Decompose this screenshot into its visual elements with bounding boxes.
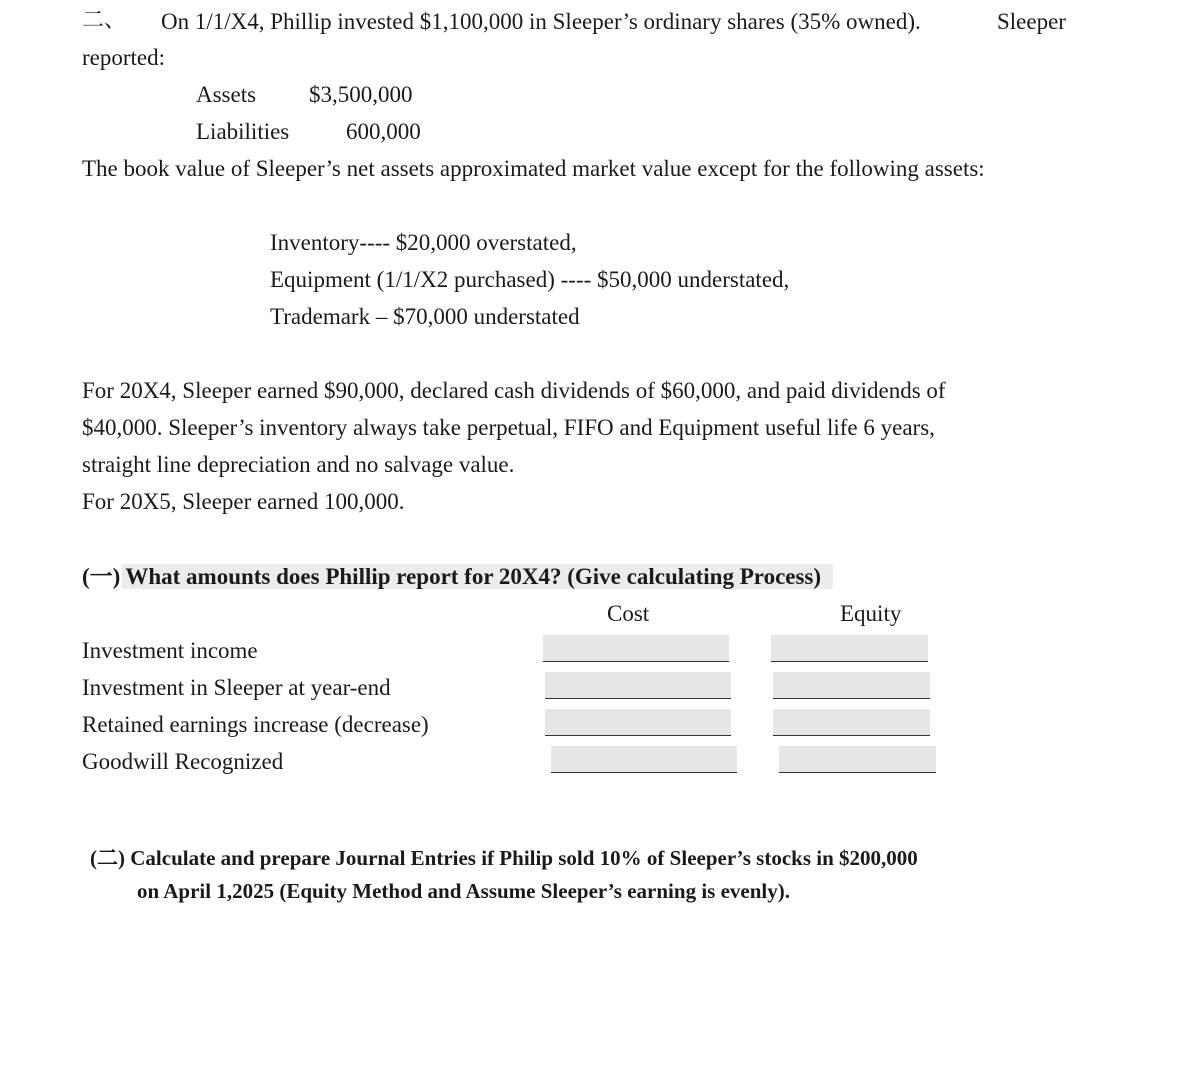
column-header-cost: Cost bbox=[607, 601, 650, 626]
balance-value-assets: $3,500,000 bbox=[309, 82, 413, 107]
part2-line-2: on April 1,2025 (Equity Method and Assume Sleeper’s earning is evenly). bbox=[137, 879, 790, 903]
answer-blank-equity-goodwill[interactable] bbox=[779, 746, 936, 773]
adjustment-equipment: Equipment (1/1/X2 purchased) ---- $50,000 understated, bbox=[270, 267, 790, 292]
column-header-equity: Equity bbox=[840, 601, 902, 626]
paragraph-line-2: $40,000. Sleeper’s inventory always take perpetual, FIFO and Equipment useful life 6 years, bbox=[82, 415, 935, 440]
answer-blank-equity-investment-income[interactable] bbox=[771, 635, 928, 662]
balance-label-assets: Assets bbox=[196, 82, 257, 107]
row-label-investment-income: Investment income bbox=[82, 638, 258, 663]
adjustment-trademark: Trademark – $70,000 understated bbox=[270, 304, 580, 329]
adjustment-inventory: Inventory---- $20,000 overstated, bbox=[270, 230, 577, 255]
paragraph-line-3: straight line depreciation and no salvage value. bbox=[82, 452, 515, 477]
problem-number-mark: 二、 bbox=[82, 8, 127, 33]
part2-marker: (二) bbox=[90, 846, 125, 870]
part2-text-line-1: Calculate and prepare Journal Entries if Philip sold 10% of Sleeper’s stocks in $200,000 bbox=[130, 846, 918, 870]
balance-value-liabilities: 600,000 bbox=[346, 119, 421, 144]
intro-line-2: reported: bbox=[82, 45, 166, 70]
row-label-retained-earnings: Retained earnings increase (decrease) bbox=[82, 712, 429, 737]
answer-blank-equity-retained-earnings[interactable] bbox=[773, 709, 930, 736]
answer-blank-cost-investment-income[interactable] bbox=[543, 635, 729, 662]
row-label-investment-year-end: Investment in Sleeper at year-end bbox=[82, 675, 391, 700]
book-value-note: The book value of Sleeper’s net assets approximated market value except for the following assets: bbox=[82, 156, 985, 181]
paragraph-line-1: For 20X4, Sleeper earned $90,000, declared cash dividends of $60,000, and paid dividends of bbox=[82, 378, 946, 403]
part2-line-1 bbox=[90, 846, 918, 871]
intro-line-1: On 1/1/X4, Phillip invested $1,100,000 in Sleeper’s ordinary shares (35% owned). bbox=[161, 9, 921, 34]
part1-question: What amounts does Phillip report for 20X4? (Give calculating Process) bbox=[122, 564, 833, 589]
x5-note: For 20X5, Sleeper earned 100,000. bbox=[82, 489, 405, 514]
balance-label-liabilities: Liabilities bbox=[196, 119, 290, 144]
answer-blank-cost-investment-year-end[interactable] bbox=[545, 672, 731, 699]
answer-blank-equity-investment-year-end[interactable] bbox=[773, 672, 930, 699]
row-label-goodwill: Goodwill Recognized bbox=[82, 749, 284, 774]
answer-blank-cost-retained-earnings[interactable] bbox=[545, 709, 731, 736]
intro-line-1-end: Sleeper bbox=[997, 9, 1066, 34]
part1-marker: (一) bbox=[82, 564, 121, 589]
part1-heading bbox=[82, 563, 833, 591]
answer-blank-cost-goodwill[interactable] bbox=[551, 746, 737, 773]
